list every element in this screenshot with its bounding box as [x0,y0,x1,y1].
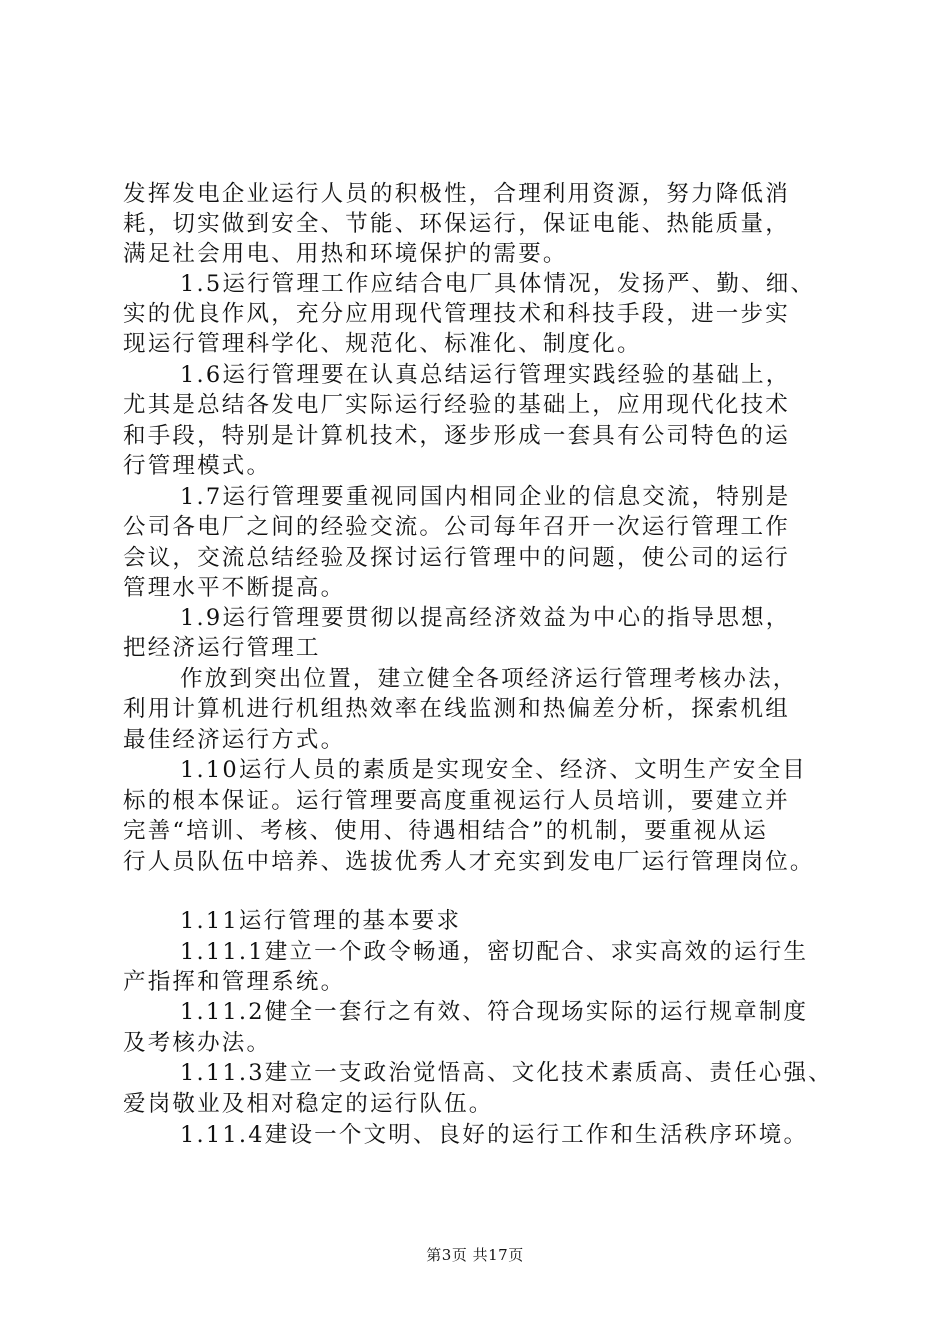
text-line: 1.5运行管理工作应结合电厂具体情况，发扬严、勤、细、 [180,271,816,297]
text-line: 公司各电厂之间的经验交流。公司每年召开一次运行管理工作 [123,514,790,540]
text-line: 发挥发电企业运行人员的积极性，合理利用资源，努力降低消 [123,181,790,207]
text-line: 管理水平不断提高。 [123,575,346,601]
text-line: 和手段，特别是计算机技术，逐步形成一套具有公司特色的运 [123,423,790,449]
text-line: 实的优良作风，充分应用现代管理技术和科技手段，进一步实 [123,301,790,327]
text-line: 爱岗敬业及相对稳定的运行队伍。 [123,1091,494,1117]
text-line: 1.10运行人员的素质是实现安全、经济、文明生产安全目 [180,757,807,783]
text-line: 最佳经济运行方式。 [123,727,346,753]
text-line: 行人员队伍中培养、选拔优秀人才充实到发电厂运行管理岗位。 [123,849,815,875]
text-line: 1.6运行管理要在认真总结运行管理实践经验的基础上， [180,362,791,388]
text-line: 满足社会用电、用热和环境保护的需要。 [123,241,568,267]
text-line: 1.7运行管理要重视同国内相同企业的信息交流，特别是 [180,484,791,510]
text-line: 会议，交流总结经验及探讨运行管理中的问题，使公司的运行 [123,545,790,571]
text-line: 把经济运行管理工 [123,635,321,661]
text-line: 1.11.1建立一个政令畅通，密切配合、求实高效的运行生 [180,939,809,965]
text-line: 现运行管理科学化、规范化、标准化、制度化。 [123,331,642,357]
text-line: 耗，切实做到安全、节能、环保运行，保证电能、热能质量， [123,211,790,237]
text-line: 行管理模式。 [123,453,272,479]
text-line: 完善“培训、考核、使用、待遇相结合”的机制，要重视从运 [123,818,768,844]
text-line: 1.11.2健全一套行之有效、符合现场实际的运行规章制度 [180,999,809,1025]
text-line: 1.9运行管理要贯彻以提高经济效益为中心的指导思想， [180,605,791,631]
text-line: 及考核办法。 [123,1030,272,1056]
text-line: 标的根本保证。运行管理要高度重视运行人员培训，要建立并 [123,788,790,814]
text-line: 1.11.3建立一支政治觉悟高、文化技术素质高、责任心强、 [180,1060,833,1086]
text-line: 产指挥和管理系统。 [123,969,346,995]
page-number-footer: 第3页 共17页 [426,1246,524,1264]
text-line: 作放到突出位置，建立健全各项经济运行管理考核办法， [180,666,798,692]
text-line: 尤其是总结各发电厂实际运行经验的基础上，应用现代化技术 [123,392,790,418]
text-line: 利用计算机进行机组热效率在线监测和热偏差分析，探索机组 [123,696,790,722]
text-line: 1.11.4建设一个文明、良好的运行工作和生活秩序环境。 [180,1122,809,1148]
section-heading: 1.11运行管理的基本要求 [180,908,462,934]
